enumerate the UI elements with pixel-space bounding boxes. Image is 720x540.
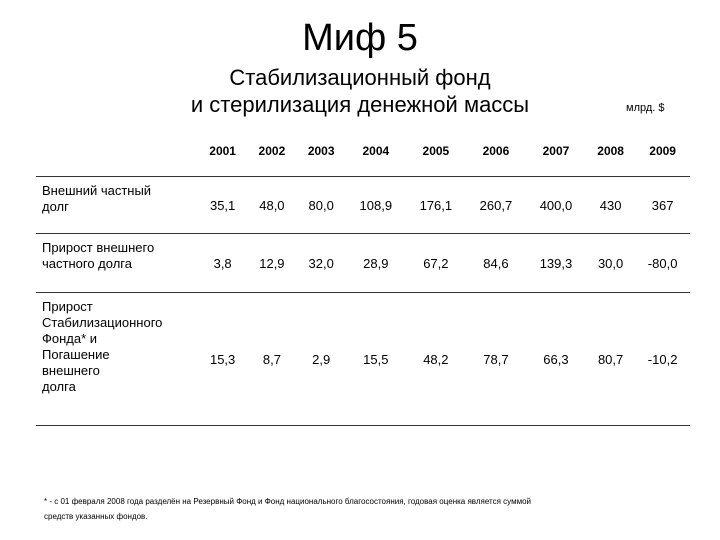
row-label	[36, 177, 198, 234]
row-label-line: Стабилизационного	[42, 315, 163, 330]
value-cell: 80,0	[297, 177, 346, 234]
row-label	[36, 293, 198, 426]
value-cell: 108,9	[346, 177, 406, 234]
value-cell: 32,0	[297, 234, 346, 293]
value-cell: 78,7	[466, 293, 526, 426]
page-title: Миф 5	[302, 17, 418, 59]
row-label-line: Погашение	[42, 347, 110, 362]
value-cell: 139,3	[526, 234, 586, 293]
year-header: 2005	[422, 144, 450, 158]
row-label-line: внешнего	[42, 363, 100, 378]
value-cell: 48,0	[247, 177, 296, 234]
footnote-line-1: * - с 01 февраля 2008 года разделён на Резервный Фонд и Фонд национального благосостояния, годовая оценка является суммой	[44, 497, 531, 506]
value-cell: -10,2	[635, 293, 690, 426]
table-row	[36, 293, 690, 426]
year-header: 2002	[258, 144, 286, 158]
unit-label: млрд. $	[626, 102, 665, 114]
year-header: 2001	[209, 144, 236, 158]
table-row	[36, 177, 690, 234]
value-cell: 260,7	[466, 177, 526, 234]
value-cell: 80,7	[586, 293, 635, 426]
year-header: 2007	[542, 144, 570, 158]
value-cell: 3,8	[198, 234, 247, 293]
value-cell: 12,9	[247, 234, 296, 293]
value-cell: 84,6	[466, 234, 526, 293]
year-header: 2008	[597, 144, 624, 158]
year-header: 2006	[482, 144, 510, 158]
page-subtitle	[0, 64, 720, 118]
value-cell: 400,0	[526, 177, 586, 234]
subtitle-line-1: Стабилизационный фонд	[229, 65, 491, 90]
row-label-line: Внешний частный	[42, 183, 152, 198]
value-cell: 48,2	[406, 293, 466, 426]
value-cell: 2,9	[297, 293, 346, 426]
year-header: 2004	[362, 144, 390, 158]
value-cell: -80,0	[635, 234, 690, 293]
row-label-line: частного долга	[42, 256, 132, 271]
footnote	[44, 494, 684, 524]
year-header: 2009	[649, 144, 676, 158]
table-header-row	[36, 126, 690, 177]
value-cell: 67,2	[406, 234, 466, 293]
value-cell: 15,3	[198, 293, 247, 426]
data-table	[36, 126, 690, 426]
row-label-line: Прирост	[42, 299, 93, 314]
row-label-line: Фонда* и	[42, 331, 98, 346]
table-row	[36, 234, 690, 293]
row-label-line: долг	[42, 199, 69, 214]
value-cell: 15,5	[346, 293, 406, 426]
value-cell: 430	[586, 177, 635, 234]
value-cell: 30,0	[586, 234, 635, 293]
year-header: 2003	[307, 144, 335, 158]
value-cell: 176,1	[406, 177, 466, 234]
subtitle-line-2: и стерилизация денежной массы	[190, 92, 530, 117]
footnote-line-2: средств указанных фондов.	[44, 512, 148, 521]
value-cell: 367	[635, 177, 690, 234]
header-corner-cell	[36, 126, 198, 177]
value-cell: 66,3	[526, 293, 586, 426]
row-label-line: Прирост внешнего	[42, 240, 155, 255]
row-label-line: долга	[42, 379, 76, 394]
value-cell: 28,9	[346, 234, 406, 293]
row-label	[36, 234, 198, 293]
value-cell: 35,1	[198, 177, 247, 234]
value-cell: 8,7	[247, 293, 296, 426]
